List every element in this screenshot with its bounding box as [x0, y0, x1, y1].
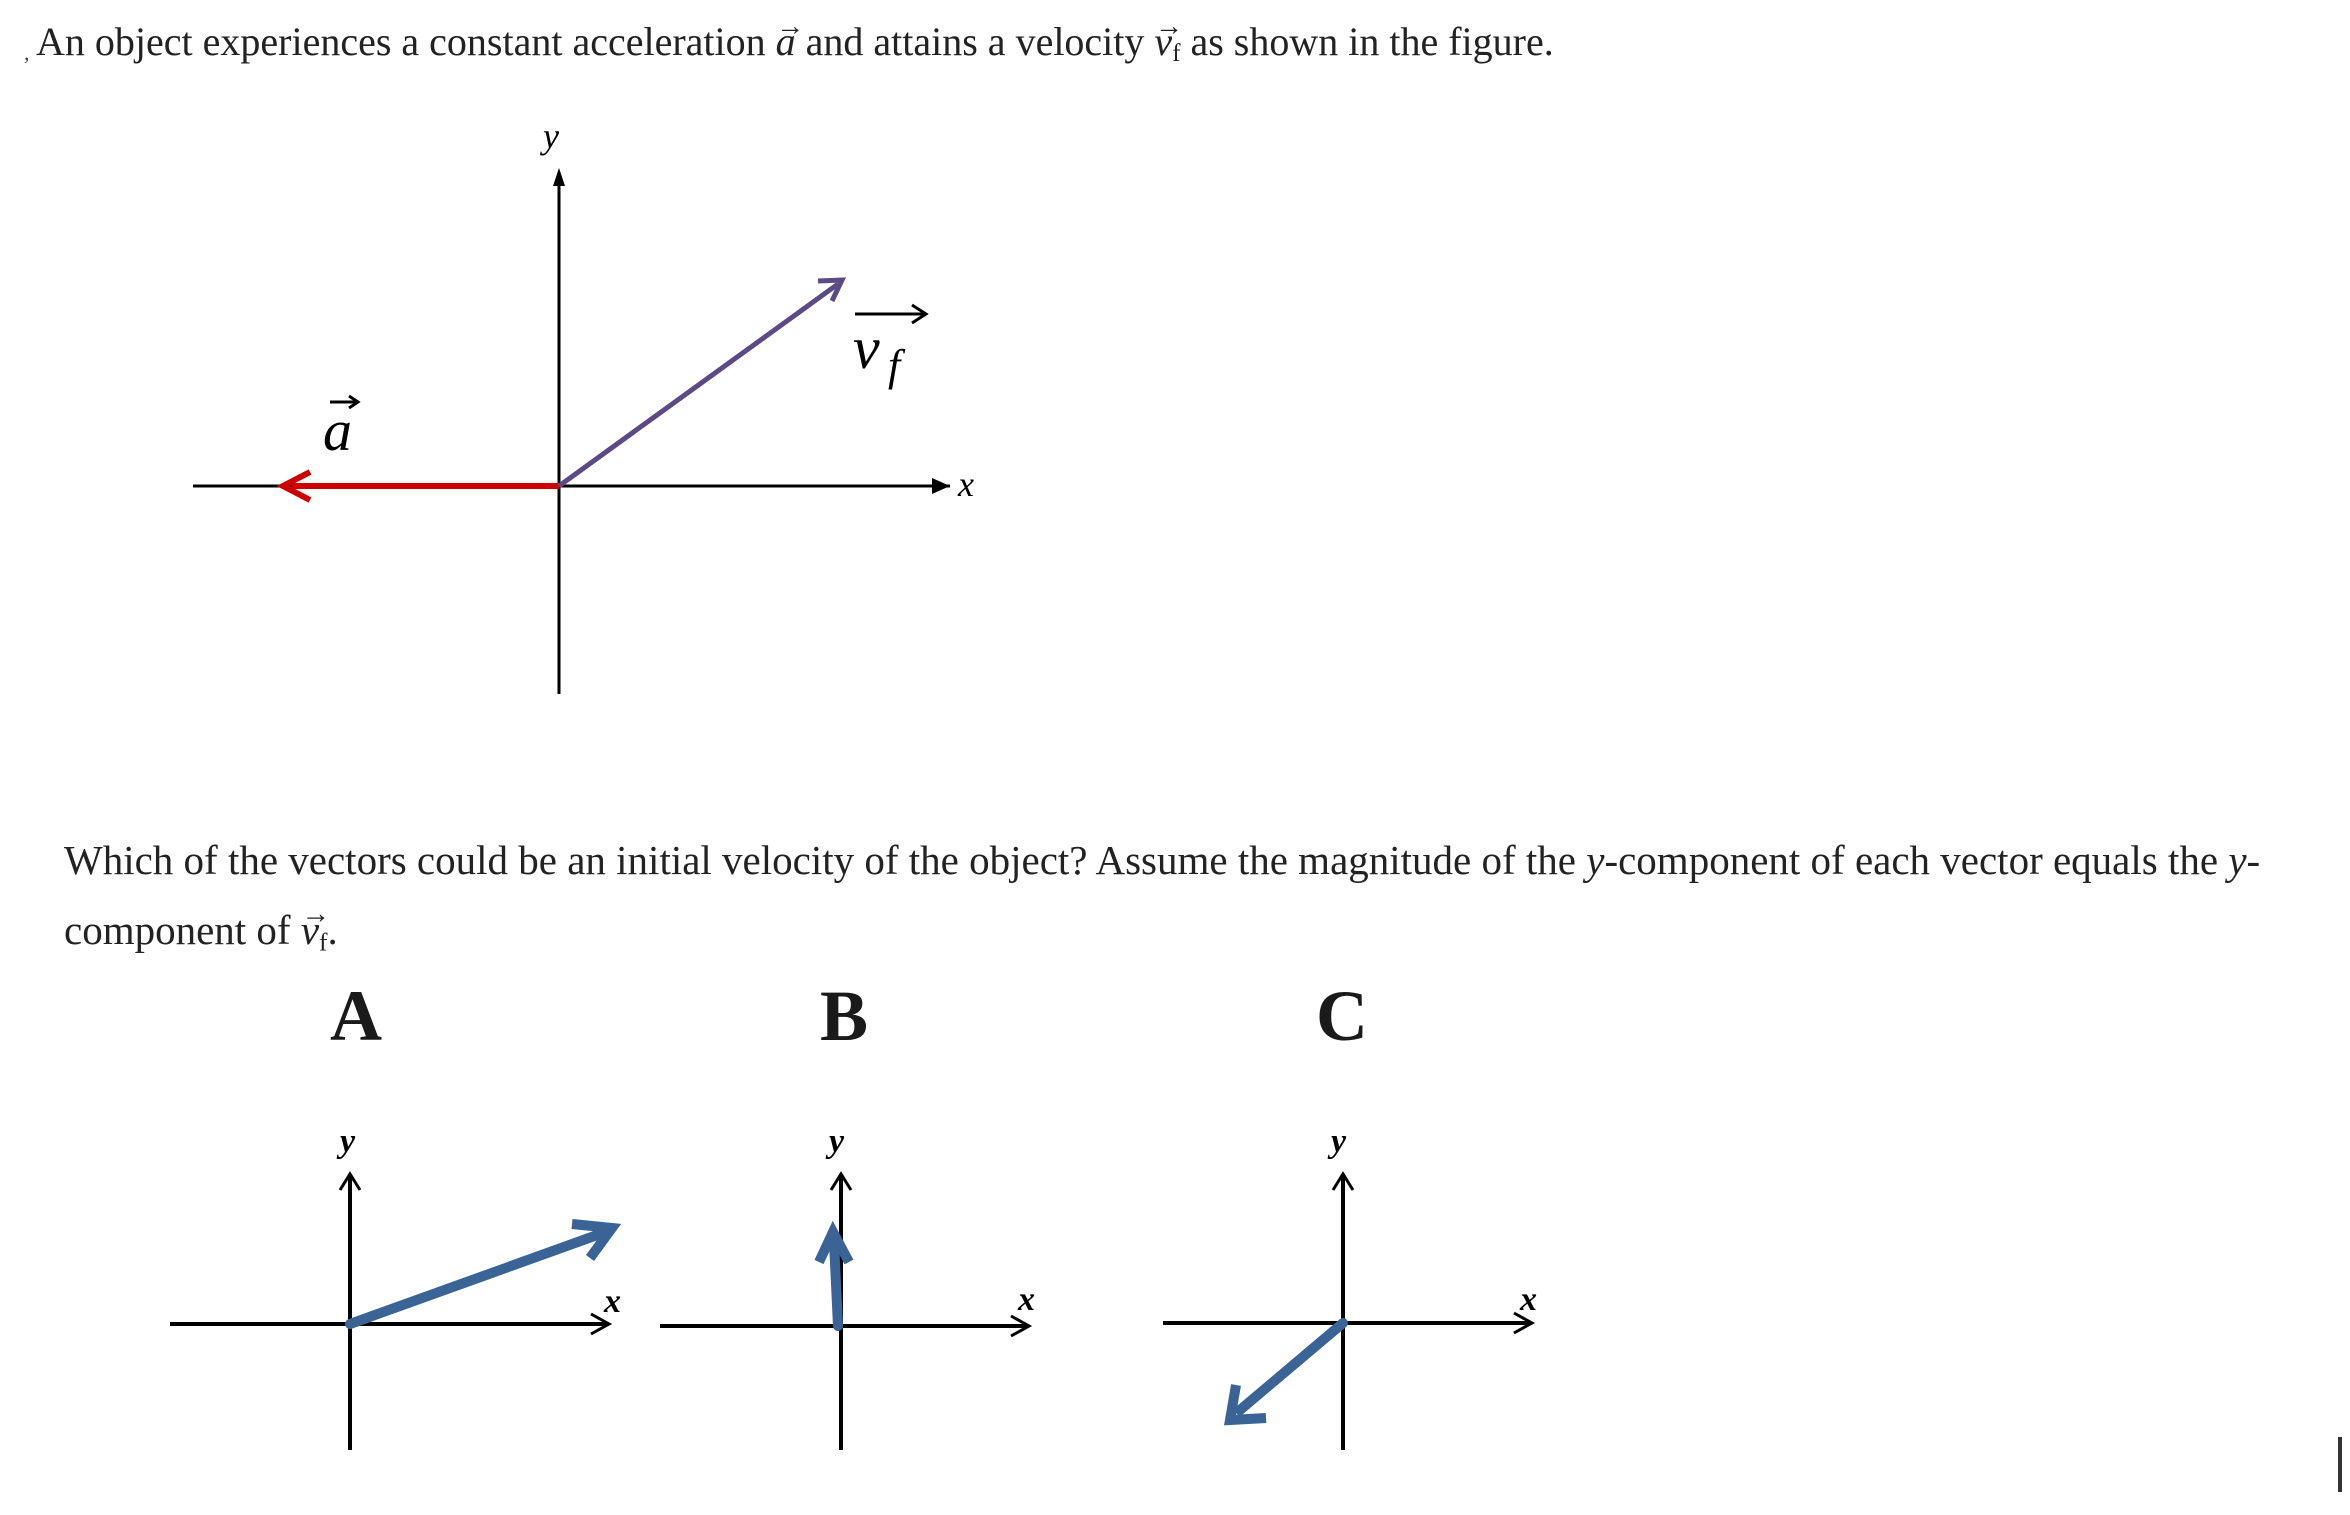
- choice-b-velocity-vector: [834, 1242, 838, 1326]
- main-x-label: x: [958, 464, 974, 504]
- choice-b-x-label: x: [1018, 1281, 1035, 1318]
- choice-b-y-label: y: [829, 1123, 845, 1160]
- acceleration-label: a: [323, 398, 352, 463]
- choice-c-x-label: x: [1520, 1281, 1537, 1318]
- choice-c-diagram[interactable]: [1163, 1123, 1537, 1450]
- final-velocity-vector: [559, 284, 838, 486]
- choice-c-label[interactable]: C: [1316, 976, 1368, 1056]
- choice-a-label[interactable]: A: [330, 976, 382, 1056]
- question-text: Which of the vectors could be an initial velocity of the object? Assume the magnitude of the y-component of each vector equals the y-component of → $v_f$.: [64, 825, 2334, 977]
- choice-a-velocity-vector: [350, 1234, 600, 1324]
- choice-b-label[interactable]: B: [820, 976, 869, 1056]
- text-cursor: [2338, 1437, 2342, 1492]
- accel-symbol: → a: [776, 14, 796, 70]
- choice-c-velocity-vector: [1240, 1323, 1343, 1410]
- main-diagram: [193, 116, 974, 694]
- main-x-arrowhead: [932, 478, 950, 494]
- choice-b-diagram[interactable]: [660, 1123, 1035, 1450]
- choice-a-x-label: x: [604, 1283, 621, 1320]
- final-velocity-label-sub: f: [888, 341, 901, 390]
- final-velocity-label: v: [853, 315, 880, 381]
- choice-c-y-label: y: [1331, 1123, 1347, 1160]
- choice-a-y-label: y: [340, 1123, 356, 1160]
- choice-a-diagram[interactable]: [170, 1123, 621, 1450]
- edge-mark: ,: [24, 40, 30, 65]
- main-y-arrowhead: [553, 168, 565, 186]
- question-velocity-symbol: → $v_f$: [301, 895, 328, 977]
- main-y-label: y: [543, 116, 559, 156]
- problem-intro: An object experiences a constant acceleration → a and attains a velocity → $v_f$ as shown in the figure.: [36, 14, 1554, 82]
- velocity-symbol: → $v_f$: [1154, 14, 1180, 82]
